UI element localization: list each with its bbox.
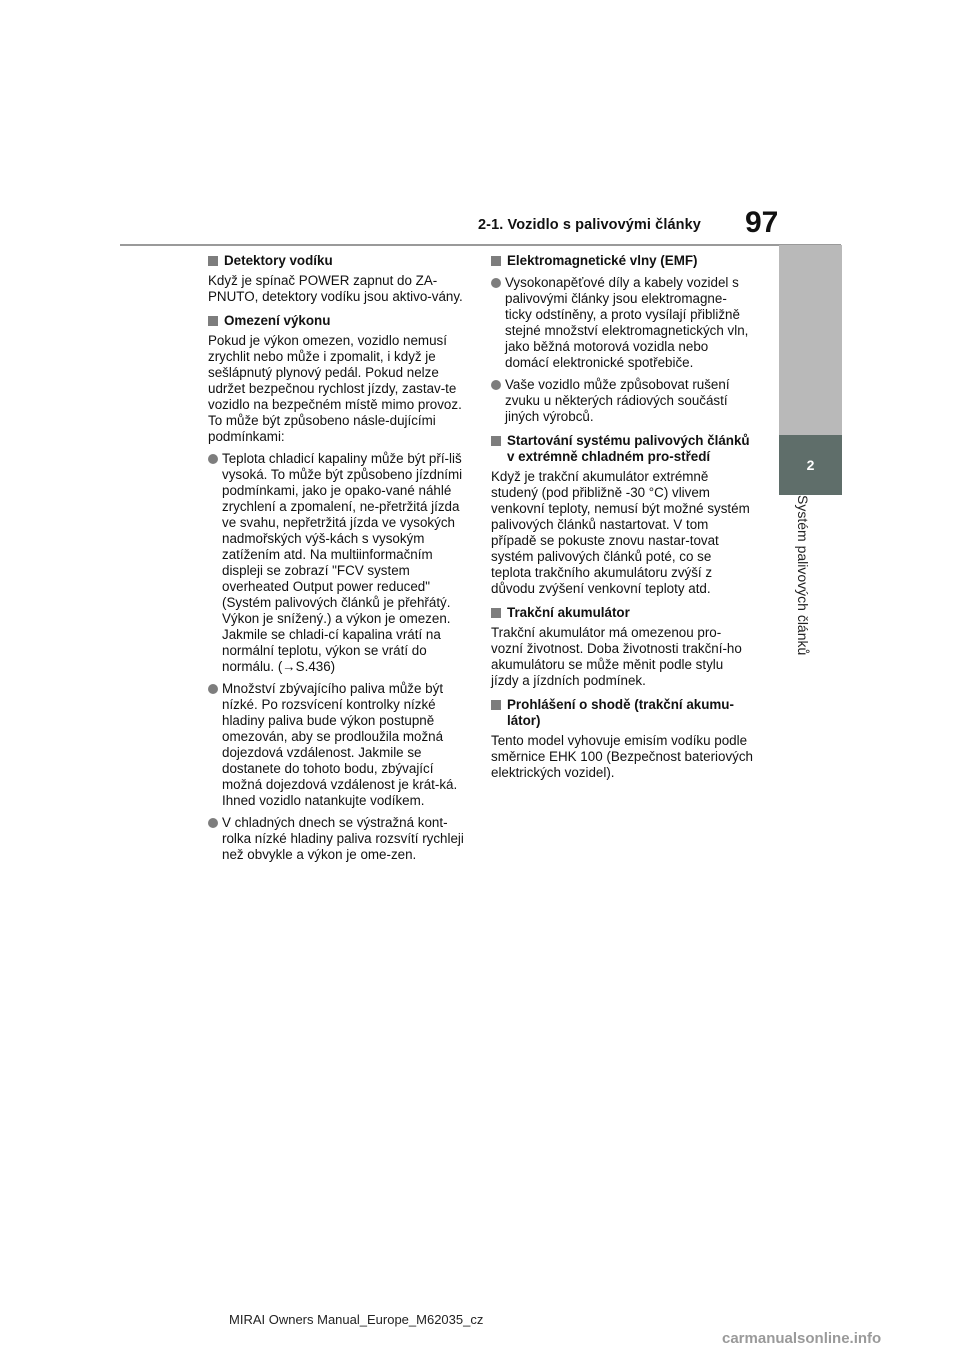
bullet-item [491, 275, 753, 371]
bullet-text: Množství zbývajícího paliva může být nízké. Po rozsvícení kontrolky nízké hladiny paliva bude výkon postupně omezován, aby se prodloužila možná dojezdová vzdálenost. Jakmile se dostanete do tohoto bodu, zbývající možná dojezdová vzdálenost je krát-ká. Ihned vozidlo natankujte vodíkem. [222, 681, 458, 808]
side-tab-label-area [779, 495, 842, 700]
bullet-text: Vaše vozidlo může způsobovat rušení zvuku u některých rádiových součástí jiných výrobců. [505, 377, 730, 424]
circle-bullet-icon [208, 818, 218, 828]
left-column [208, 253, 470, 863]
square-bullet-icon [208, 316, 218, 326]
bullet-item [491, 377, 753, 425]
right-column [491, 253, 753, 781]
header-title: 2-1. Vozidlo s palivovými články [478, 217, 701, 233]
header-rule [120, 244, 841, 246]
chapter-number: 2 [806, 457, 815, 473]
bullet-text: Teplota chladicí kapaliny může být pří-liš vysoká. To může být způsobeno jízdními podmínkami, jako je opako-vané náhlé zrychlení a zpomalení, ne-přetržitá jízda ve svahu, nepřetržitá jízda ve vysokých nadmořských výš-kách s vysokým zatížením atd. Na multiinformačním displeji se zobrazí "FCV system overheated Output power reduced" (Systém palivových článků je přehřátý. Výkon je snížený.) a výkon je omezen. Jakmile se chladi-cí kapalina vrátí na normální teplotu, výkon se vrátí do normálu. (→S.436) [222, 451, 463, 674]
square-bullet-icon [491, 608, 501, 618]
circle-bullet-icon [491, 278, 501, 288]
side-tab-label: Systém palivových článků [794, 495, 811, 656]
square-bullet-icon [491, 256, 501, 266]
section-heading [208, 253, 470, 269]
section-heading [491, 697, 753, 729]
circle-bullet-icon [208, 454, 218, 464]
circle-bullet-icon [491, 380, 501, 390]
section-heading [208, 313, 470, 329]
bullet-item [208, 681, 470, 809]
heading-text: Startování systému palivových článků v extrémně chladném pro-středí [507, 433, 750, 464]
bullet-text: V chladných dnech se výstražná kont-rolka nízké hladiny paliva rozsvítí rychleji než obvykle a výkon je ome-zen. [222, 815, 464, 862]
section-heading [491, 433, 753, 465]
circle-bullet-icon [208, 684, 218, 694]
bullet-item [208, 815, 470, 863]
square-bullet-icon [208, 256, 218, 266]
square-bullet-icon [491, 700, 501, 710]
chapter-tab [779, 435, 842, 495]
paragraph: Pokud je výkon omezen, vozidlo nemusí zrychlit nebo může i zpomalit, i když je sešlápnutý plynový pedál. Pokud nelze udržet bezpečnou rychlost jízdy, zastav-te vozidlo na bezpečném místě mimo provoz. To může být způsobeno násle-dujícími podmínkami: [208, 333, 462, 444]
heading-text: Omezení výkonu [224, 313, 331, 328]
side-tab-upper [779, 245, 842, 435]
heading-text: Trakční akumulátor [507, 605, 630, 620]
bullet-text: Vysokonapěťové díly a kabely vozidel s palivovými články jsou elektromagne-ticky odstíněny, a proto vysílají přibližně stejné množství elektromagnetických vln, jako běžná motorová vozidla nebo domácí elektronické spotřebiče. [505, 275, 749, 370]
footer-text: MIRAI Owners Manual_Europe_M62035_cz [229, 1312, 484, 1327]
watermark: carmanualsonline.info [722, 1330, 882, 1347]
heading-text: Elektromagnetické vlny (EMF) [507, 253, 698, 268]
paragraph: Když je spínač POWER zapnut do ZA-PNUTO, detektory vodíku jsou aktivo-vány. [208, 273, 463, 304]
paragraph: Tento model vyhovuje emisím vodíku podle směrnice EHK 100 (Bezpečnost bateriových elektrických vozidel). [491, 733, 753, 780]
bullet-item [208, 451, 470, 675]
square-bullet-icon [491, 436, 501, 446]
section-heading [491, 253, 753, 269]
paragraph: Když je trakční akumulátor extrémně studený (pod přibližně -30 °C) vlivem venkovní teploty, nemusí být možné systém palivových článků nastartovat. V tom případě se pokuste znovu nastar-tovat systém palivových článků poté, co se teplota trakčního akumulátoru zvýší z důvodu zvýšení venkovní teploty atd. [491, 469, 750, 596]
paragraph: Trakční akumulátor má omezenou pro-vozní životnost. Doba životnosti trakční-ho akumulátoru se může měnit podle stylu jízdy a jízdních podmínek. [491, 625, 742, 688]
page-number: 97 [745, 206, 779, 239]
heading-text: Detektory vodíku [224, 253, 333, 268]
section-heading [491, 605, 753, 621]
heading-text: Prohlášení o shodě (trakční akumu-látor) [507, 697, 734, 728]
